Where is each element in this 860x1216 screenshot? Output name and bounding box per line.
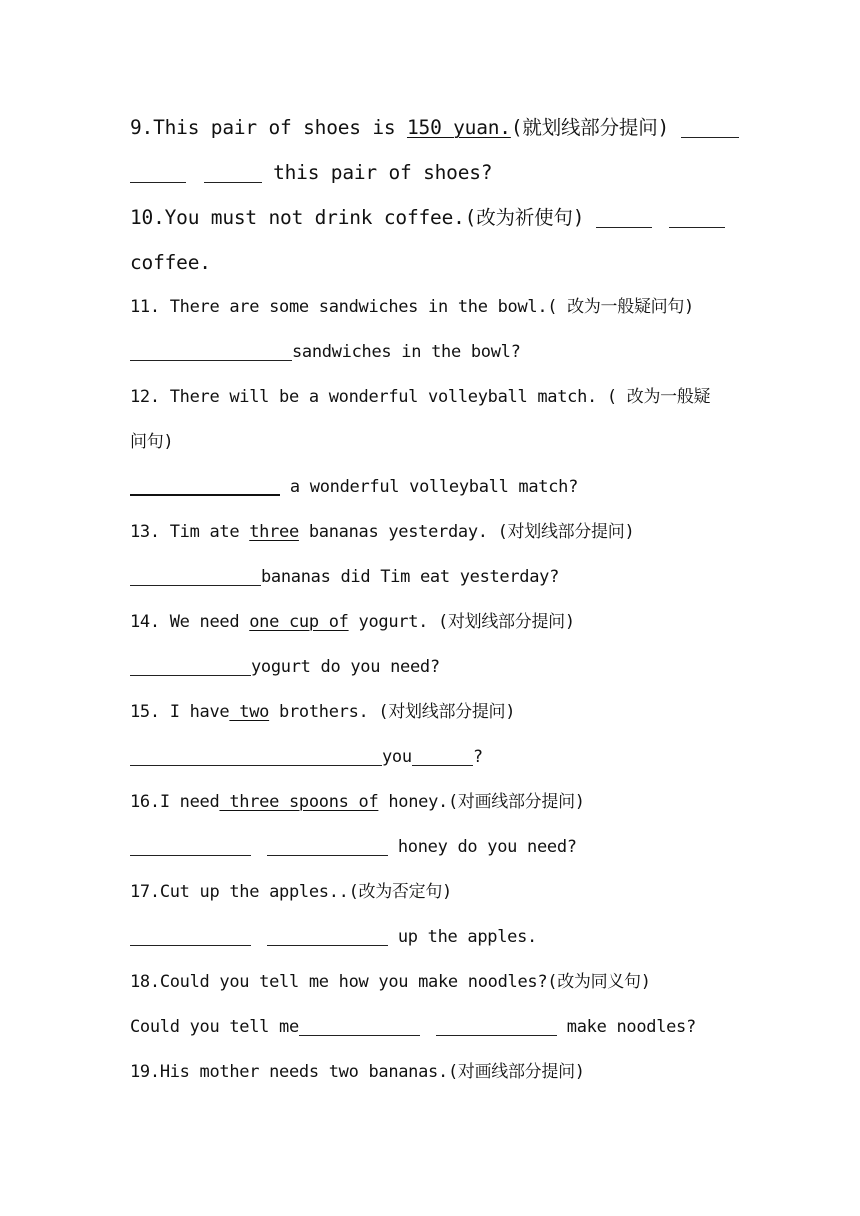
sentence-text: I have xyxy=(159,702,230,722)
instruction: (对画线部分提问) xyxy=(447,1062,585,1082)
question-12-answer xyxy=(130,465,734,510)
sentence-text: Cut up the apples.. xyxy=(159,882,349,902)
answer-text: a wonderful volleyball match? xyxy=(280,477,579,497)
answer-blank[interactable] xyxy=(130,674,251,676)
answer-blank[interactable] xyxy=(204,181,262,183)
question-13-answer xyxy=(130,555,734,600)
instruction: (改为祈使句) xyxy=(464,206,585,229)
answer-text: ? xyxy=(472,747,483,767)
question-12-continued xyxy=(130,420,734,465)
instruction: (对划线部分提问) xyxy=(487,522,635,542)
sentence-text: This pair of shoes is xyxy=(153,116,407,139)
sentence-text: Tim ate xyxy=(159,522,250,542)
question-number: 12. xyxy=(130,387,160,407)
sentence-text: You must not drink coffee. xyxy=(164,206,465,229)
answer-text: this pair of shoes? xyxy=(261,161,493,184)
answer-blank[interactable] xyxy=(596,226,652,228)
question-number: 13. xyxy=(130,522,160,542)
sentence-text: There are some sandwiches in the bowl. xyxy=(159,297,548,317)
underlined-part: two xyxy=(229,702,270,722)
instruction: ( 改为一般疑 xyxy=(596,387,711,407)
instruction: (改为同义句) xyxy=(547,972,651,992)
answer-text: coffee. xyxy=(130,251,211,274)
question-18-answer xyxy=(130,1005,734,1050)
answer-blank[interactable] xyxy=(299,1034,420,1036)
answer-blank[interactable] xyxy=(130,764,382,766)
question-11-answer xyxy=(130,330,734,375)
question-14-answer xyxy=(130,645,734,690)
question-16 xyxy=(130,780,734,825)
question-18 xyxy=(130,960,734,1005)
instruction: (改为否定句) xyxy=(348,882,452,902)
question-number: 18. xyxy=(130,972,160,992)
question-12 xyxy=(130,375,734,420)
sentence-text: His mother needs two bananas. xyxy=(159,1062,448,1082)
answer-blank[interactable] xyxy=(436,1034,557,1036)
question-number: 14. xyxy=(130,612,160,632)
question-10-answer xyxy=(130,240,734,285)
sentence-text: I need xyxy=(159,792,220,812)
underlined-part: three spoons of xyxy=(219,792,379,812)
instruction: (对划线部分提问) xyxy=(428,612,575,632)
question-number: 17. xyxy=(130,882,160,902)
answer-blank[interactable] xyxy=(130,584,261,586)
question-number: 15. xyxy=(130,702,160,722)
question-15-answer xyxy=(130,735,734,780)
answer-text: honey do you need? xyxy=(387,837,577,857)
answer-text: yogurt do you need? xyxy=(251,657,440,677)
answer-blank[interactable] xyxy=(669,226,725,228)
question-number: 16. xyxy=(130,792,160,812)
question-number: 11. xyxy=(130,297,160,317)
answer-text: make noodles? xyxy=(556,1017,696,1037)
sentence-text: brothers. xyxy=(269,702,369,722)
answer-blank[interactable] xyxy=(267,854,388,856)
instruction: ( 改为一般疑问句) xyxy=(547,297,694,317)
answer-text: bananas did Tim eat yesterday? xyxy=(261,567,560,587)
exercise-sheet xyxy=(130,105,734,1095)
question-number: 10. xyxy=(130,206,165,229)
answer-blank[interactable] xyxy=(130,493,280,496)
instruction: (对划线部分提问) xyxy=(368,702,516,722)
underlined-part: three xyxy=(249,522,299,542)
question-17 xyxy=(130,870,734,915)
question-16-answer xyxy=(130,825,734,870)
instruction: (就划线部分提问) xyxy=(510,116,670,139)
sentence-text: bananas yesterday. xyxy=(298,522,488,542)
question-19 xyxy=(130,1050,734,1095)
question-9 xyxy=(130,105,734,150)
answer-blank[interactable] xyxy=(267,944,388,946)
answer-text: you xyxy=(382,747,412,767)
question-number: 19. xyxy=(130,1062,160,1082)
question-number: 9. xyxy=(130,116,154,139)
answer-blank[interactable] xyxy=(130,181,186,183)
question-13 xyxy=(130,510,734,555)
question-11 xyxy=(130,285,734,330)
question-10 xyxy=(130,195,734,240)
question-15 xyxy=(130,690,734,735)
sentence-text: yogurt. xyxy=(348,612,429,632)
instruction: 问句) xyxy=(130,432,174,452)
answer-text: up the apples. xyxy=(387,927,537,947)
answer-blank[interactable] xyxy=(412,764,473,766)
sentence-text: Could you tell me how you make noodles? xyxy=(159,972,548,992)
instruction: (对画线部分提问) xyxy=(447,792,585,812)
underlined-part: 150 yuan. xyxy=(406,116,511,139)
question-14 xyxy=(130,600,734,645)
sentence-text: We need xyxy=(159,612,250,632)
answer-text: sandwiches in the bowl? xyxy=(292,342,521,362)
answer-blank[interactable] xyxy=(130,944,251,946)
answer-blank[interactable] xyxy=(130,359,292,361)
underlined-part: one cup of xyxy=(249,612,349,632)
question-17-answer xyxy=(130,915,734,960)
answer-blank[interactable] xyxy=(681,136,739,138)
answer-text: Could you tell me xyxy=(130,1017,299,1037)
sentence-text: honey. xyxy=(378,792,448,812)
answer-blank[interactable] xyxy=(130,854,251,856)
question-9-answer xyxy=(130,150,734,195)
sentence-text: There will be a wonderful volleyball match. xyxy=(159,387,597,407)
